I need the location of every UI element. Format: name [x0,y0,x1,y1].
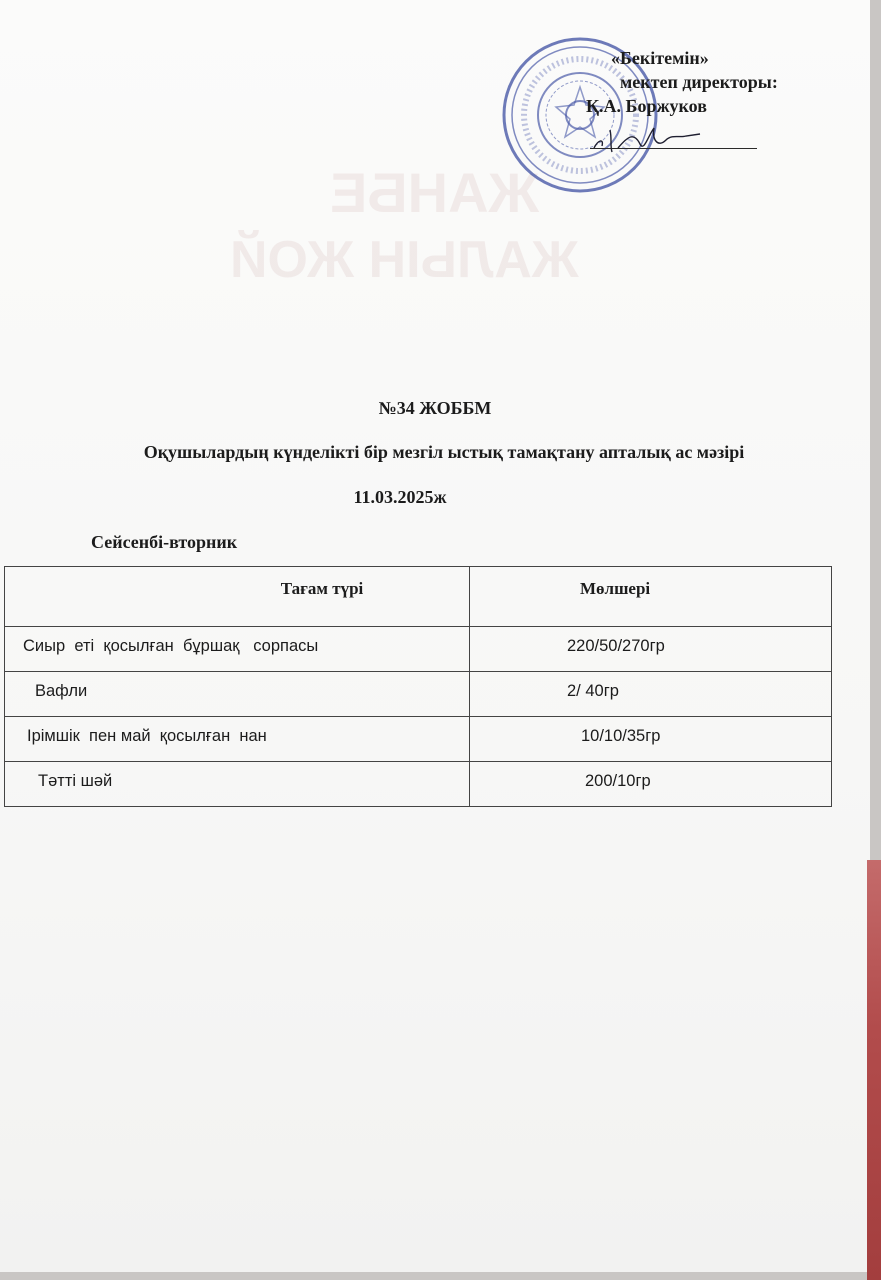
approval-title: «Бекітемін» [611,48,709,68]
dish-cell: Тәтті шәй [5,762,470,807]
portion-cell: 10/10/35гр [470,717,832,762]
approval-block [586,46,778,118]
dish-cell: Сиыр еті қосылған бұршақ сорпасы [5,627,470,672]
column-header-dish: Тағам түрі [5,567,470,627]
menu-table [4,566,832,807]
portion-cell: 2/ 40гр [470,672,832,717]
director-signature [588,118,708,158]
column-header-portion: Мөлшері [470,567,832,627]
table-row [5,762,832,807]
school-name: №34 ЖОББМ [378,398,492,418]
signature-line [590,148,757,149]
table-row [5,672,832,717]
approval-position: мектеп директоры: [620,72,778,92]
portion-cell: 220/50/270гр [470,627,832,672]
dish-cell: Ірімшік пен май қосылған нан [5,717,470,762]
approval-name: Қ.А. Боржуков [586,96,707,116]
table-header-row [5,567,832,627]
document-title: Оқушылардың күнделікті бір мезгіл ыстық тамақтану апталық ас мәзірі [143,442,745,462]
portion-cell: 200/10гр [470,762,832,807]
page-edge-shadow [867,860,881,1280]
dish-cell: Вафли [5,672,470,717]
document-date: 11.03.2025ж [353,487,447,507]
table-row [5,627,832,672]
show-through-text: ЖАЛЫН ЖОЙ [230,231,579,289]
table-row [5,717,832,762]
day-of-week: Сейсенбі-вторник [91,532,238,552]
show-through-text: ЖАНБЕ [330,161,540,224]
